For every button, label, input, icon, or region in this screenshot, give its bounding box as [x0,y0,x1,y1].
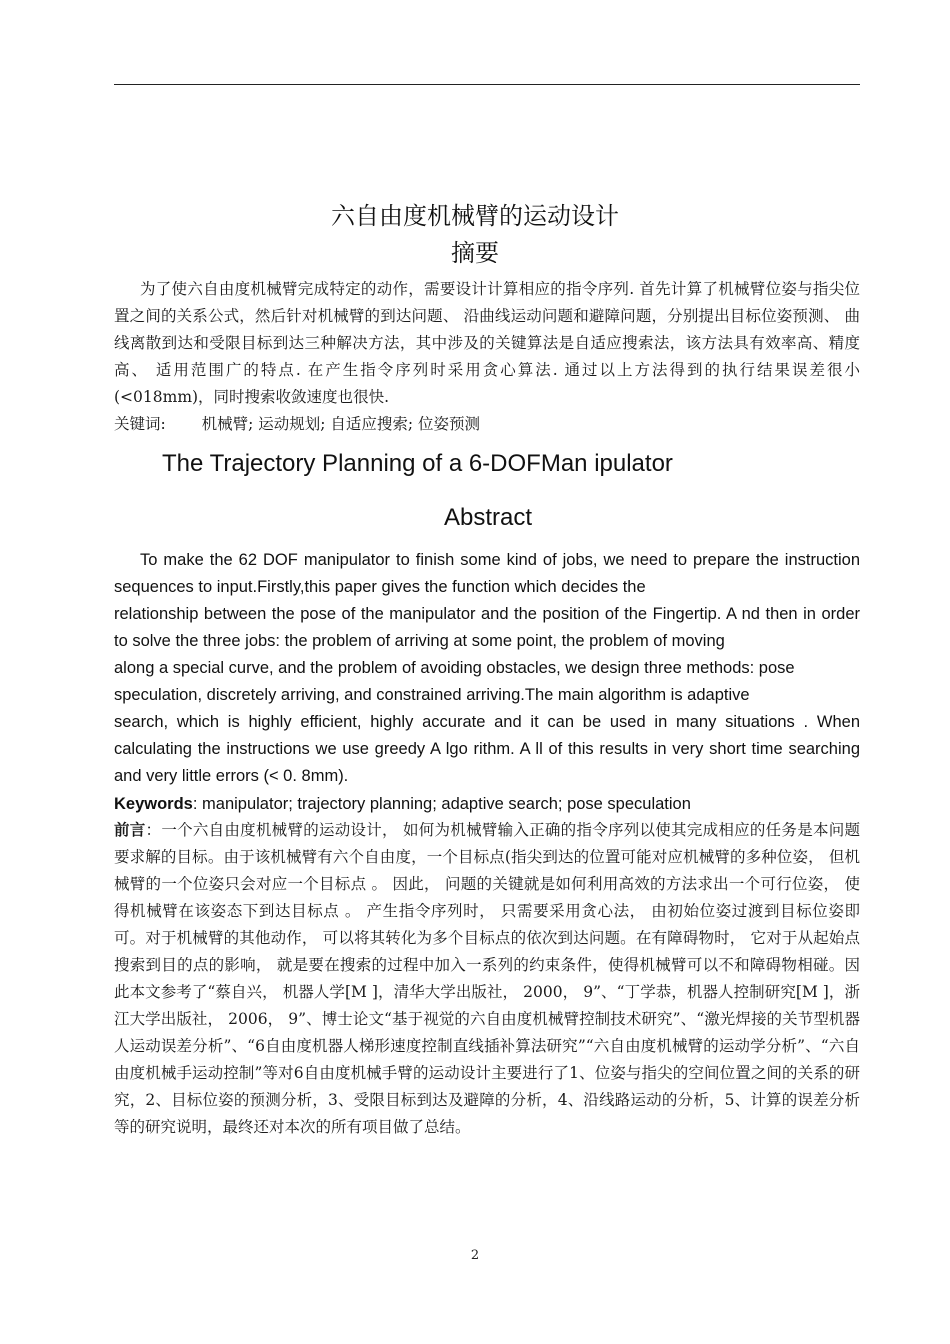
english-title: The Trajectory Planning of a 6-DOFMan ipulator [162,450,673,477]
english-keywords [114,791,860,818]
chinese-abstract-body: 为了使六自由度机械臂完成特定的动作，需要设计计算相应的指令序列. 首先计算了机械臂位姿与指尖位置之间的关系公式，然后针对机械臂的到达问题、 沿曲线运动问题和避障问题，分别提出目标位姿预测、 曲线离散到达和受限目标到达三种解决方法，其中涉及的关键算法是自适应搜索法，该方法具有效率高、精度高、 适用范围广的特点. 在产生指令序列时采用贪心算法. 通过以上方法得到的执行结果误差很小(<018mm)，同时搜索收敛速度也很快. [114,280,860,406]
english-abstract-line: sequences to input.Firstly,this paper gives the function which decides the [114,578,646,596]
preface-text: ：一个六自由度机械臂的运动设计， 如何为机械臂输入正确的指令序列以使其完成相应的任务是本问题要求解的目标。由于该机械臂有六个自由度，一个目标点(指尖到达的位置可能对应机械臂的多种位姿， 但机械臂的一个位姿只会对应一个目标点 。 因此， 问题的关键就是如何利用高效的方法求出一个可行位姿， 使得机械臂在该姿态下到达目标点 。 产生指令序列时， 只需要采用贪心法， 由初始位姿过渡到目标位姿即可。对于机械臂的其他动作， 可以将其转化为多个目标点的依次到达问题。在有障碍物时， 它对于从起始点搜索到目的点的影响， 就是要在搜索的过程中加入一系列的约束条件，使得机械臂可以不和障碍物相碰。因此本文参考了“蔡自兴， 机器人学[M ]，清华大学出版社， 2000， 9”、“丁学恭，机器人控制研究[M ]，浙江大学出版社， 2006， 9”、博士论文“基于视觉的六自由度机械臂控制技术研究”、“激光焊接的关节型机器人运动误差分析”、“6自由度机器人梯形速度控制直线插补算法研究”“六自由度机械臂的运动学分析”、“六自由度机械手运动控制”等对6自由度机械手臂的运动设计主要进行了1、位姿与指尖的空间位置之间的关系的研究，2、目标位姿的预测分析，3、受限目标到达及避障的分析，4、沿线路运动的分析，5、计算的误差分析等的研究说明，最终还对本次的所有项目做了总结。 [114,821,860,1136]
chinese-keywords [114,411,860,438]
preface-label: 前言 [114,821,146,839]
english-abstract-line: along a special curve, and the problem of avoiding obstacles, we design three methods: pose [114,659,795,677]
english-abstract-line: to solve the three jobs: the problem of arriving at some point, the problem of moving [114,632,725,650]
english-abstract-line: calculating the instructions we use greedy A lgo rithm. A ll of this results in very short time searching [114,740,860,758]
english-abstract-line: and very little errors (< 0. 8mm). [114,767,349,785]
english-abstract-heading: Abstract [443,504,533,531]
chinese-keywords-label: 关键词: [114,415,166,433]
chinese-abstract-heading: 摘要 [451,239,499,267]
english-abstract-line: speculation, discretely arriving, and constrained arriving.The main algorithm is adaptive [114,686,750,704]
english-abstract-line: To make the 62 DOF manipulator to finish some kind of jobs, we need to prepare the instruction [140,551,860,569]
chinese-keywords-list: 机械臂; 运动规划; 自适应搜索; 位姿预测 [201,415,481,433]
english-abstract-body [114,547,860,790]
chinese-title: 六自由度机械臂的运动设计 [331,202,619,230]
english-abstract-line: relationship between the pose of the manipulator and the position of the Fingertip. A nd then in order [114,605,860,623]
english-keywords-list: : manipulator; trajectory planning; adaptive search; pose speculation [192,795,691,813]
header-rule [114,84,860,85]
page-number: 2 [470,1248,480,1263]
english-abstract-line: search, which is highly efficient, highly accurate and it can be used in many situations . When [114,713,860,731]
preface-paragraph [114,817,860,1141]
english-keywords-label: Keywords [114,795,193,813]
